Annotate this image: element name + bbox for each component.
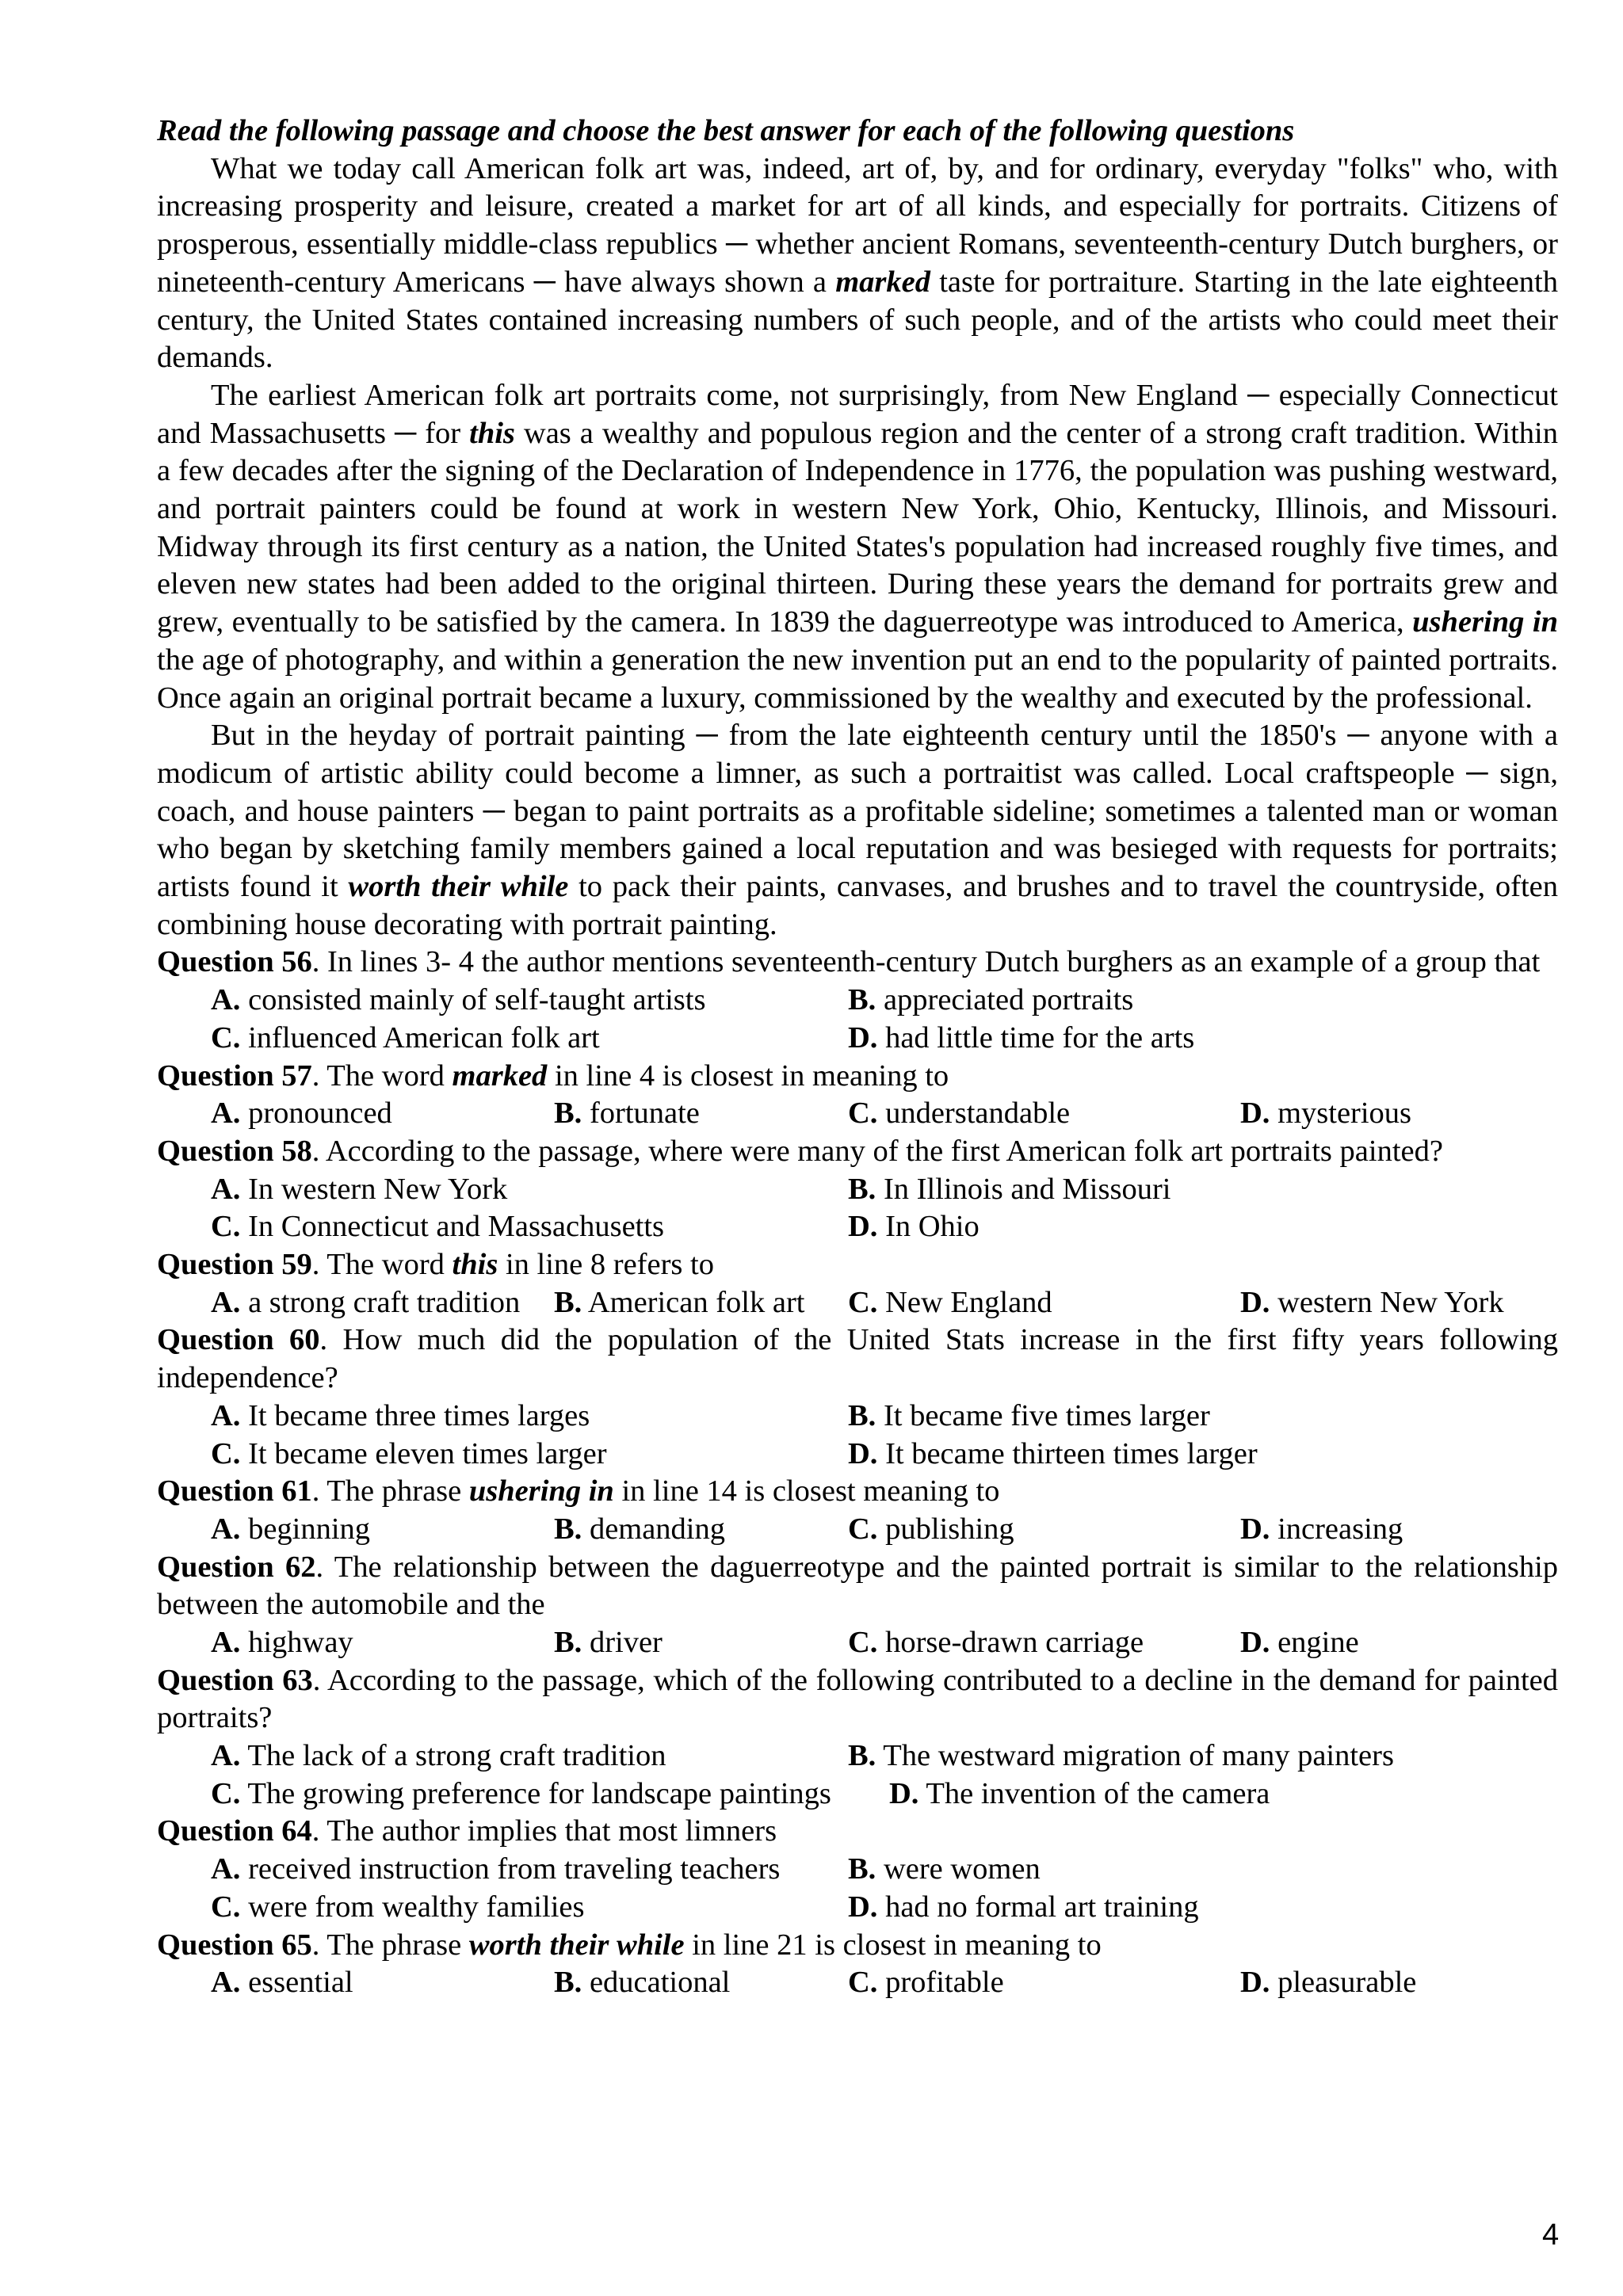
option-c[interactable]: C. It became eleven times larger — [211, 1436, 607, 1470]
question-label: Question 62 — [157, 1550, 316, 1584]
option-a[interactable]: A. It became three times larges — [211, 1398, 590, 1432]
option-b[interactable]: B. In Illinois and Missouri — [848, 1172, 1171, 1206]
option-b[interactable]: B. The westward migration of many painters — [848, 1739, 1394, 1773]
option-b[interactable]: B. demanding — [554, 1512, 726, 1546]
option-b[interactable]: B. American folk art — [554, 1285, 805, 1319]
question-64-stem: Question 64. The author implies that most limners — [157, 1814, 777, 1848]
question-label: Question 65 — [157, 1928, 312, 1962]
worksheet-page — [157, 113, 1558, 2002]
keyword-marked: marked — [835, 265, 930, 299]
option-d[interactable]: D. increasing — [1240, 1512, 1403, 1546]
keyword-worth-their-while: worth their while — [348, 870, 569, 904]
question-62-stem: Question 62. The relationship between the daguerreotype and the painted portrait is similar to the relationship between the automobile and the — [157, 1550, 1559, 1622]
option-d[interactable]: D. pleasurable — [1240, 1966, 1417, 2000]
question-63-options — [211, 1737, 1558, 1775]
question-61-options — [211, 1511, 1558, 1549]
option-d[interactable]: D. It became thirteen times larger — [848, 1436, 1258, 1470]
option-a[interactable]: A. highway — [211, 1625, 353, 1659]
option-a[interactable]: A. beginning — [211, 1512, 371, 1546]
option-d[interactable]: D. engine — [1240, 1625, 1359, 1659]
keyword-this: this — [469, 416, 515, 450]
keyword-ushering-in: ushering in — [1412, 605, 1558, 639]
option-d[interactable]: D. had no formal art training — [848, 1890, 1199, 1924]
question-60-stem: Question 60. How much did the population of the United Stats increase in the first fifty years following independence? — [157, 1323, 1558, 1395]
option-a[interactable]: A. pronounced — [211, 1097, 392, 1131]
option-d[interactable]: D. mysterious — [1240, 1097, 1412, 1131]
instructions-heading: Read the following passage and choose the best answer for each of the following questions — [157, 114, 1295, 147]
option-c[interactable]: C. horse-drawn carriage — [848, 1625, 1144, 1659]
question-label: Question 60 — [157, 1323, 320, 1357]
option-c[interactable]: C. The growing preference for landscape paintings — [211, 1776, 831, 1810]
option-b[interactable]: B. It became five times larger — [848, 1398, 1210, 1432]
option-c[interactable]: C. profitable — [848, 1966, 1004, 2000]
passage-paragraph-3: But in the heyday of portrait painting ─ from the late eighteenth century until the 1850's ─ anyone with a modicum of artistic ability could become a limner, as such a portraitist was called. Local craftspeople ─ sign, coach, and house painters ─ began to paint portraits as a profitable sideline; sometimes a talented man or woman who began by sketching family members gained a local reputation and was besieged with requests for portraits; artists found it worth their while to pack their paints, canvases, and brushes and to travel the countryside, often combining house decorating with portrait painting. — [157, 719, 1558, 941]
question-64-options — [211, 1851, 1558, 1889]
option-c[interactable]: C. publishing — [848, 1512, 1014, 1546]
question-58-stem: Question 58. According to the passage, where were many of the first American folk art portraits painted? — [157, 1134, 1443, 1168]
option-b[interactable]: B. were women — [848, 1852, 1041, 1886]
option-d[interactable]: D. In Ohio — [848, 1210, 980, 1244]
question-65-options — [211, 1964, 1558, 2002]
option-b[interactable]: B. driver — [554, 1625, 663, 1659]
question-label: Question 57 — [157, 1058, 312, 1093]
question-label: Question 56 — [157, 945, 312, 979]
option-a[interactable]: A. consisted mainly of self-taught artists — [211, 983, 706, 1017]
option-b[interactable]: B. educational — [554, 1966, 731, 2000]
option-a[interactable]: A. received instruction from traveling teachers — [211, 1852, 781, 1886]
question-64-options-row2 — [211, 1889, 1558, 1927]
question-61-stem: Question 61. The phrase ushering in in line 14 is closest meaning to — [157, 1474, 1000, 1508]
question-59-options — [211, 1284, 1558, 1322]
question-62-options — [211, 1624, 1558, 1662]
question-56-stem: Question 56. In lines 3- 4 the author mentions seventeenth-century Dutch burghers as an example of a group that — [157, 945, 1541, 979]
question-58-options-row2 — [211, 1208, 1558, 1246]
question-60-options — [211, 1398, 1558, 1436]
option-b[interactable]: B. fortunate — [554, 1097, 700, 1131]
option-b[interactable]: B. appreciated portraits — [848, 983, 1134, 1017]
option-a[interactable]: A. In western New York — [211, 1172, 508, 1206]
option-a[interactable]: A. The lack of a strong craft tradition — [211, 1739, 666, 1773]
question-63-options-row2 — [211, 1775, 1558, 1814]
question-label: Question 61 — [157, 1474, 312, 1508]
question-56-options-row2 — [211, 1020, 1558, 1058]
question-59-stem: Question 59. The word this in line 8 refers to — [157, 1248, 714, 1282]
option-c[interactable]: C. New England — [848, 1285, 1052, 1319]
question-56-options — [211, 982, 1558, 1020]
question-65-stem: Question 65. The phrase worth their while in line 21 is closest in meaning to — [157, 1928, 1102, 1962]
question-label: Question 64 — [157, 1814, 312, 1848]
question-label: Question 58 — [157, 1134, 312, 1168]
option-c[interactable]: C. In Connecticut and Massachusetts — [211, 1210, 665, 1244]
question-57-options — [211, 1095, 1558, 1133]
question-label: Question 59 — [157, 1248, 312, 1282]
option-d[interactable]: D. had little time for the arts — [848, 1020, 1195, 1055]
option-a[interactable]: A. a strong craft tradition — [211, 1285, 521, 1319]
page-number: 4 — [1542, 2218, 1560, 2252]
option-d[interactable]: D. western New York — [1240, 1285, 1504, 1319]
question-60-options-row2 — [211, 1436, 1558, 1474]
option-d[interactable]: D. The invention of the camera — [889, 1776, 1270, 1810]
option-c[interactable]: C. were from wealthy families — [211, 1890, 585, 1924]
passage-paragraph-1: What we today call American folk art was, indeed, art of, by, and for ordinary, everyday "folks" who, with increasing prosperity and leisure, created a market for art of all kinds, and especially for portraits. Citizens of prosperous, essentially middle-class republics ─ whether ancient Romans, seventeenth-century Dutch burghers, or nineteenth-century Americans ─ have always shown a marked taste for portraiture. Starting in the late eighteenth century, the United States contained increasing numbers of such people, and of the artists who could meet their demands. — [157, 151, 1558, 375]
option-c[interactable]: C. influenced American folk art — [211, 1020, 600, 1055]
option-c[interactable]: C. understandable — [848, 1097, 1071, 1131]
question-58-options — [211, 1171, 1558, 1209]
option-a[interactable]: A. essential — [211, 1966, 353, 2000]
question-63-stem: Question 63. According to the passage, which of the following contributed to a decline in the demand for painted portraits? — [157, 1663, 1558, 1735]
question-label: Question 63 — [157, 1663, 313, 1697]
question-57-stem: Question 57. The word marked in line 4 is closest in meaning to — [157, 1058, 949, 1093]
passage-paragraph-2: The earliest American folk art portraits come, not surprisingly, from New England ─ especially Connecticut and Massachusetts ─ for this was a wealthy and populous region and the center of a strong craft tradition. Within a few decades after the signing of the Declaration of Independence in 1776, the population was pushing westward, and portrait painters could be found at work in western New York, Ohio, Kentucky, Illinois, and Missouri. Midway through its first century as a nation, the United States's population had increased roughly five times, and eleven new states had been added to the original thirteen. During these years the demand for portraits grew and grew, eventually to be satisfied by the camera. In 1839 the daguerreotype was introduced to America, ushering in the age of photography, and within a generation the new invention put an end to the popularity of painted portraits. Once again an original portrait became a luxury, commissioned by the wealthy and executed by the professional. — [157, 378, 1559, 715]
